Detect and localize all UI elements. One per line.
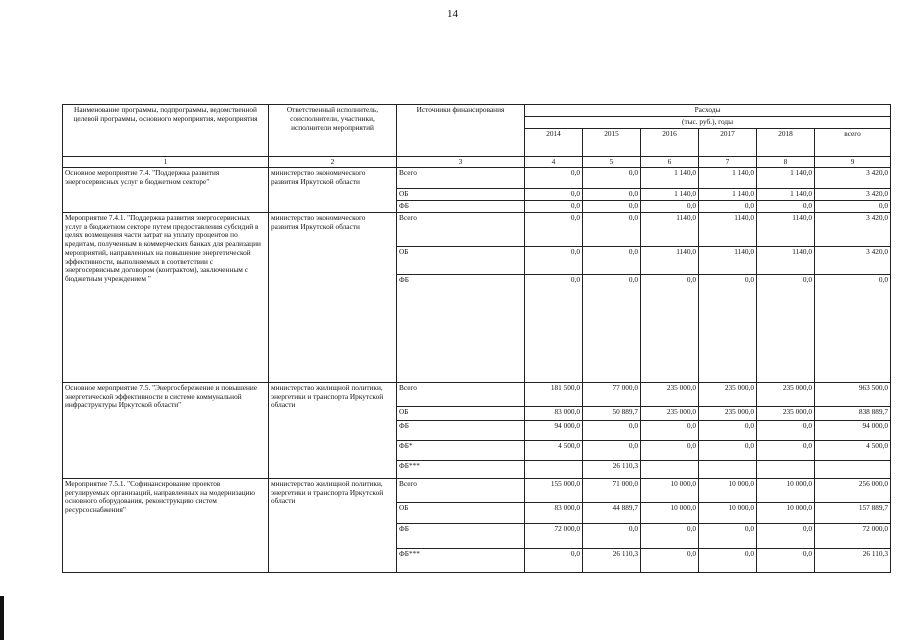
amount-cell: 3 420,0 bbox=[815, 189, 891, 201]
amount-cell: 0,0 bbox=[583, 246, 641, 274]
amount-cell: 0,0 bbox=[757, 523, 815, 548]
amount-cell: 0,0 bbox=[757, 274, 815, 382]
measure-name: Основное мероприятие 7.4. "Поддержка развития энергосервисных услуг в бюджетном секторе" bbox=[63, 168, 269, 213]
budget-table bbox=[62, 104, 891, 573]
header-year: 2017 bbox=[699, 128, 757, 156]
header-year: 2016 bbox=[641, 128, 699, 156]
amount-cell: 235 000,0 bbox=[757, 382, 815, 406]
amount-cell: 0,0 bbox=[757, 201, 815, 213]
column-number: 9 bbox=[815, 156, 891, 168]
amount-cell: 0,0 bbox=[525, 274, 583, 382]
amount-cell: 1140,0 bbox=[641, 212, 699, 246]
amount-cell: 72 000,0 bbox=[525, 523, 583, 548]
amount-cell: 1140,0 bbox=[641, 246, 699, 274]
table-row bbox=[63, 478, 891, 502]
financing-source: Всего bbox=[397, 212, 525, 246]
amount-cell bbox=[757, 460, 815, 478]
amount-cell: 0,0 bbox=[525, 201, 583, 213]
amount-cell: 50 889,7 bbox=[583, 406, 641, 420]
amount-cell: 1 140,0 bbox=[641, 189, 699, 201]
amount-cell: 0,0 bbox=[641, 274, 699, 382]
amount-cell: 0,0 bbox=[583, 168, 641, 189]
measure-executor: министерство экономического развития Иркутской области bbox=[269, 168, 397, 213]
amount-cell: 1140,0 bbox=[699, 246, 757, 274]
page-number: 14 bbox=[447, 8, 458, 20]
amount-cell: 0,0 bbox=[815, 201, 891, 213]
amount-cell: 0,0 bbox=[699, 201, 757, 213]
amount-cell: 0,0 bbox=[583, 189, 641, 201]
amount-cell: 0,0 bbox=[525, 189, 583, 201]
amount-cell: 0,0 bbox=[525, 246, 583, 274]
amount-cell: 235 000,0 bbox=[641, 382, 699, 406]
header-year: 2014 bbox=[525, 128, 583, 156]
amount-cell: 26 110,3 bbox=[583, 460, 641, 478]
amount-cell: 83 000,0 bbox=[525, 502, 583, 523]
financing-source: ФБ bbox=[397, 523, 525, 548]
amount-cell bbox=[641, 460, 699, 478]
amount-cell: 0,0 bbox=[699, 523, 757, 548]
amount-cell: 0,0 bbox=[641, 420, 699, 440]
amount-cell: 83 000,0 bbox=[525, 406, 583, 420]
amount-cell: 181 500,0 bbox=[525, 382, 583, 406]
measure-name: Основное мероприятие 7.5. "Энергосбережение и повышение энергетической эффективности в системе коммунальной инфраструктуры Иркутской области" bbox=[63, 382, 269, 478]
measure-executor: министерство экономического развития Иркутской области bbox=[269, 212, 397, 382]
amount-cell: 94 000,0 bbox=[525, 420, 583, 440]
amount-cell: 77 000,0 bbox=[583, 382, 641, 406]
amount-cell: 94 000,0 bbox=[815, 420, 891, 440]
amount-cell: 0,0 bbox=[699, 548, 757, 572]
amount-cell: 235 000,0 bbox=[641, 406, 699, 420]
amount-cell: 0,0 bbox=[525, 168, 583, 189]
amount-cell: 1 140,0 bbox=[757, 189, 815, 201]
financing-source: ОБ bbox=[397, 406, 525, 420]
column-number: 4 bbox=[525, 156, 583, 168]
column-number: 8 bbox=[757, 156, 815, 168]
amount-cell: 10 000,0 bbox=[699, 478, 757, 502]
financing-source: ОБ bbox=[397, 189, 525, 201]
amount-cell: 256 000,0 bbox=[815, 478, 891, 502]
amount-cell: 0,0 bbox=[641, 201, 699, 213]
amount-cell: 0,0 bbox=[583, 420, 641, 440]
measure-executor: министерство жилищной политики, энергетики и транспорта Иркутской области bbox=[269, 478, 397, 572]
financing-source: ФБ bbox=[397, 274, 525, 382]
amount-cell: 157 889,7 bbox=[815, 502, 891, 523]
column-number: 3 bbox=[397, 156, 525, 168]
amount-cell: 235 000,0 bbox=[757, 406, 815, 420]
amount-cell bbox=[525, 460, 583, 478]
amount-cell: 963 500,0 bbox=[815, 382, 891, 406]
amount-cell: 1140,0 bbox=[757, 246, 815, 274]
amount-cell: 838 889,7 bbox=[815, 406, 891, 420]
amount-cell: 10 000,0 bbox=[641, 502, 699, 523]
header-program-name: Наименование программы, подпрограммы, ведомственной целевой программы, основного мероприятия, мероприятия bbox=[63, 105, 269, 157]
amount-cell: 26 110,3 bbox=[815, 548, 891, 572]
header-expenses: Расходы bbox=[525, 105, 891, 117]
amount-cell: 0,0 bbox=[757, 440, 815, 460]
financing-source: ФБ bbox=[397, 420, 525, 440]
amount-cell: 1 140,0 bbox=[641, 168, 699, 189]
amount-cell: 0,0 bbox=[699, 440, 757, 460]
amount-cell bbox=[815, 460, 891, 478]
amount-cell: 1140,0 bbox=[699, 212, 757, 246]
amount-cell: 4 500,0 bbox=[525, 440, 583, 460]
amount-cell: 0,0 bbox=[583, 212, 641, 246]
amount-cell: 0,0 bbox=[757, 548, 815, 572]
amount-cell: 1 140,0 bbox=[699, 189, 757, 201]
amount-cell: 10 000,0 bbox=[641, 478, 699, 502]
amount-cell: 155 000,0 bbox=[525, 478, 583, 502]
header-unit: (тыс. руб.), годы bbox=[525, 116, 891, 128]
financing-source: Всего bbox=[397, 382, 525, 406]
header-financing-source: Источники финансирования bbox=[397, 105, 525, 157]
amount-cell: 235 000,0 bbox=[699, 382, 757, 406]
amount-cell: 10 000,0 bbox=[699, 502, 757, 523]
financing-source: ФБ* bbox=[397, 440, 525, 460]
amount-cell: 0,0 bbox=[583, 274, 641, 382]
column-number: 2 bbox=[269, 156, 397, 168]
column-number: 7 bbox=[699, 156, 757, 168]
header-year: 2015 bbox=[583, 128, 641, 156]
amount-cell: 4 500,0 bbox=[815, 440, 891, 460]
amount-cell: 0,0 bbox=[641, 440, 699, 460]
table-row bbox=[63, 382, 891, 406]
amount-cell: 0,0 bbox=[699, 274, 757, 382]
financing-source: ФБ bbox=[397, 201, 525, 213]
amount-cell bbox=[699, 460, 757, 478]
amount-cell: 0,0 bbox=[815, 274, 891, 382]
financing-source: Всего bbox=[397, 478, 525, 502]
financing-source: ФБ*** bbox=[397, 548, 525, 572]
amount-cell: 235 000,0 bbox=[699, 406, 757, 420]
header-executor: Ответственный исполнитель, соисполнители, участники, исполнители мероприятий bbox=[269, 105, 397, 157]
column-number: 6 bbox=[641, 156, 699, 168]
measure-name: Мероприятие 7.5.1. "Софинансирование проектов регулируемых организаций, направленных на модернизацию основного оборудования, реконструкцию систем ресурсоснабжения" bbox=[63, 478, 269, 572]
amount-cell: 0,0 bbox=[641, 523, 699, 548]
amount-cell: 71 000,0 bbox=[583, 478, 641, 502]
amount-cell: 0,0 bbox=[525, 212, 583, 246]
amount-cell: 26 110,3 bbox=[583, 548, 641, 572]
table-row bbox=[63, 168, 891, 189]
amount-cell: 0,0 bbox=[583, 523, 641, 548]
amount-cell: 0,0 bbox=[641, 548, 699, 572]
financing-source: ОБ bbox=[397, 502, 525, 523]
amount-cell: 0,0 bbox=[583, 440, 641, 460]
measure-name: Мероприятие 7.4.1. "Поддержка развития энергосервисных услуг в бюджетном секторе путем предоставления субсидий в целях возмещения части затрат на уплату процентов по кредитам, полученным в коммерческих банках для реализации мероприятий, направленных на повышение энергетической эффективности, выполняемых в соответствии с энергосервисным договором (контрактом), заключенным с бюджетным учреждением " bbox=[63, 212, 269, 382]
amount-cell: 0,0 bbox=[699, 420, 757, 440]
amount-cell: 1140,0 bbox=[757, 212, 815, 246]
amount-cell: 72 000,0 bbox=[815, 523, 891, 548]
column-number: 5 bbox=[583, 156, 641, 168]
amount-cell: 3 420,0 bbox=[815, 168, 891, 189]
amount-cell: 10 000,0 bbox=[757, 502, 815, 523]
header-year: всего bbox=[815, 128, 891, 156]
scan-edge-mark bbox=[0, 596, 4, 640]
financing-source: ОБ bbox=[397, 246, 525, 274]
amount-cell: 1 140,0 bbox=[699, 168, 757, 189]
amount-cell: 10 000,0 bbox=[757, 478, 815, 502]
financing-source: ФБ*** bbox=[397, 460, 525, 478]
amount-cell: 44 889,7 bbox=[583, 502, 641, 523]
header-year: 2018 bbox=[757, 128, 815, 156]
amount-cell: 0,0 bbox=[525, 548, 583, 572]
column-number: 1 bbox=[63, 156, 269, 168]
table-row bbox=[63, 212, 891, 246]
amount-cell: 3 420,0 bbox=[815, 212, 891, 246]
measure-executor: министерство жилищной политики, энергетики и транспорта Иркутской области bbox=[269, 382, 397, 478]
amount-cell: 3 420,0 bbox=[815, 246, 891, 274]
amount-cell: 0,0 bbox=[757, 420, 815, 440]
financing-source: Всего bbox=[397, 168, 525, 189]
amount-cell: 0,0 bbox=[583, 201, 641, 213]
amount-cell: 1 140,0 bbox=[757, 168, 815, 189]
